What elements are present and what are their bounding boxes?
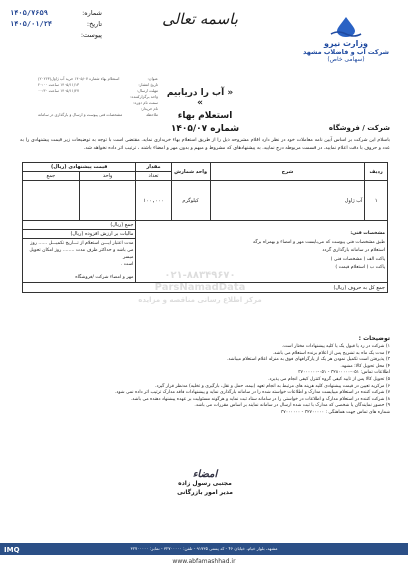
- tender-info-label: نام خریدار:: [140, 106, 158, 111]
- tender-info-label: سمت نام دوره:: [133, 100, 158, 105]
- col-row-header: ردیف: [365, 163, 388, 181]
- validity-line: است .: [120, 262, 134, 267]
- bismillah-heading: باسمه تعالی: [162, 10, 238, 28]
- watermark-phone: ۰۲۱-۸۸۳۴۹۶۷۰: [164, 270, 236, 281]
- letter-date-value: ۱۴۰۵/۰۱/۲۴: [10, 20, 53, 28]
- title-line-1: استعلام بهاء: [177, 111, 233, 121]
- spec-line: پاکت ب ( استعلام قیمت ): [335, 265, 385, 271]
- note-item: ۷) شرکت کننده در استعلام میبایست مدارک و اطلاعات خواسته شده را در سامانه بارگذاری نماید و پیشنهادات فاقد مدارک ترتیب اثر داده نمی شود.: [115, 390, 390, 396]
- footer-address: مشهد، بلوار خیام، خیابان ۴۶ - کد پستی ۹۱۷۳۵ - تلفن: ۳۲۷۰۰۰۰۰ - نمابر: ۳۲۷۰۰۰۰۰: [130, 546, 278, 551]
- watermark: [110, 270, 290, 306]
- ministry-name: وزارت نیرو: [324, 39, 368, 48]
- tender-info-block: [38, 76, 158, 118]
- tender-info-label: مهلت ارسال:: [136, 88, 158, 93]
- tender-info-label: تاریخ انتشار:: [138, 82, 158, 87]
- letter-number-label: شماره:: [82, 9, 102, 17]
- footer-website[interactable]: www.abfamashhad.ir: [172, 558, 236, 565]
- tender-info-value: ۱۴۰۵/۱۱/۲۷ ساعت ۰۰:۳۰: [38, 88, 80, 93]
- letter-attachment-label: پیوست:: [80, 31, 102, 39]
- imq-badge: IMQ: [4, 546, 20, 554]
- tender-info-label: واحد برگزارکننده:: [130, 94, 158, 99]
- validity-line: مدت اعتبار ایـــن استعلام از تـــاریخ تکمیـــل ...... روز: [30, 241, 134, 246]
- letter-date-label: تاریخ:: [86, 20, 102, 28]
- grand-total-label[interactable]: جمع کل به حروف (ریال): [23, 283, 388, 293]
- validity-line: می باشد و حداکثر ظرف مدت ........ روز امکان تحویل میسر: [29, 248, 134, 260]
- col-qty-header: مقدار: [136, 163, 171, 172]
- table-row: [23, 181, 388, 221]
- notes-list: [20, 344, 390, 417]
- letter-number-row: [10, 8, 102, 19]
- tender-info-label: ملاحظه: [146, 112, 158, 117]
- letter-attachment-row: [10, 30, 102, 41]
- company-logo: [296, 16, 396, 72]
- company-subtitle: (سهامی خاص): [327, 56, 365, 63]
- row-number: ۱: [365, 181, 388, 221]
- recipient-label: شرکت / فروشگاه: [328, 124, 390, 132]
- col-price-group-header: قیمت پیشنهادی (ریال): [23, 163, 136, 172]
- sum-label[interactable]: جمع (ریال): [23, 221, 136, 230]
- row-desc: آب ژاول: [210, 181, 365, 221]
- signature-mark: امضاء: [192, 469, 218, 480]
- spec-line: استعلام در سامانه بارگذاری گردد: [322, 248, 385, 254]
- spec-line: پاکت الف ( مشخصات فنی ): [330, 256, 385, 262]
- note-item: ۹) حضور نمایندگان یا شخصی که مدارک با ثبت شده ارسال در سامانه نمایند بر اساس مقررات می باشد.: [194, 403, 390, 409]
- watermark-brand: ParsNamadData: [154, 282, 246, 293]
- tender-info-row: [38, 112, 158, 118]
- note-item: ۵) تحویل کالا پس از تایید کیفی گروه کنترل کیفی انجام می پذیرد.: [268, 376, 390, 382]
- seal-label: مهر و امضاء شرکت /فروشگاه: [75, 275, 134, 280]
- tender-info-value: استعلام بهاء شماره ۱۴۰۵/۰۷ خرید آب ژاول(۲۰۲۶۳): [38, 76, 120, 81]
- col-total-header: جمع: [23, 172, 80, 181]
- spec-line: طبق مشخصات فنی پیوست که می‌بایست مهر و امضاء و بهمراه برگه: [252, 239, 385, 245]
- title-line-2: شماره ۱۴۰۵/۰۷: [170, 124, 240, 134]
- signature-block: [150, 470, 260, 497]
- tender-info-label: عنوان:: [147, 76, 158, 81]
- row-total[interactable]: [23, 181, 80, 221]
- note-item: ۱) شرکت در رد یا قبول یک یا کلیه پیشنهادات مختار است.: [281, 344, 390, 349]
- tender-info-value: مشخصات فنی پیوست و ارسال و بارگذاری در سامانه: [38, 112, 123, 117]
- col-count-header: تعداد: [136, 172, 171, 181]
- letter-date-row: [10, 19, 102, 30]
- note-item: ۸) شرکت کننده در استعلام مدارک و اطلاعات در خواستی را در سامانه ستاد ثبت نماید و هرگونه مسئولیت بر عهده پیشنهاد دهنده می باشد.: [130, 396, 390, 402]
- slogan: « آب را دریابیم »: [166, 88, 234, 108]
- spec-title: مشخصات فنی:: [350, 231, 385, 237]
- spec-list: [138, 230, 385, 273]
- footer-bar: [0, 543, 408, 555]
- letter-number-value: ۱۴۰۵/۷۶۵۹: [10, 9, 48, 17]
- tender-info-value: ۱۴۰۵/۱۱/۱۳ ساعت ۲۰:۰۰: [38, 82, 80, 87]
- row-unit: کیلوگرم: [171, 181, 210, 221]
- note-item: ۶) مرکزیه تعیین در قیمت پیشنهادی کلیه هزینه های مرتبط به انجام تعهد (بیمه، حمل و نقل، بارگیری و تخلیه) مدنظر قرار گیرد.: [155, 383, 390, 389]
- watermark-caption: مرکز اطلاع رسانی مناقصه و مزایده: [138, 296, 262, 304]
- note-item: ۲) مدت یک ماه به تشریح پس از اعلام برنده استعلام می باشد.: [272, 350, 390, 356]
- table-header-row: [23, 163, 388, 172]
- col-price-unit-header: واحد: [79, 172, 136, 181]
- note-item: ۴) محل تحویل کالا: مشهد.: [340, 363, 390, 369]
- letter-meta: [10, 8, 102, 41]
- document-title: [150, 110, 260, 136]
- sum-row: [23, 221, 388, 230]
- vat-label[interactable]: مالیات بر ارزش افزوده (ریال): [23, 230, 136, 239]
- col-desc-header: شرح: [210, 163, 365, 181]
- note-item: ۳) پذیرفتن است تکمیل نمودن هر یک از پارگرافهای فوق به منزله اعلام استعلام میباشد.: [226, 357, 390, 363]
- row-qty: ۱۰۰,۰۰۰: [136, 181, 171, 221]
- signer-position: مدیر امور بازرگانی: [177, 489, 233, 496]
- note-item: اطلاعات تماس: ۰۵۱-۳۲۸۰۰۰۰۰ - ۰۵۱-۳۷۰۰۰۰۰۰: [298, 370, 390, 376]
- company-name: شرکت آب و فاضلاب مشهد: [302, 48, 390, 56]
- col-unit-header: واحد شمارش: [171, 163, 210, 181]
- signer-name: مجتبی رسول زاده: [178, 480, 232, 487]
- intro-paragraph: باسلام این شرکت بر اساس آیین نامه معاملات خود در نظر دارد اقلام مشروحه ذیل را از طریق استعلام بهاء خریداری نماید. مقتضی است با توجه به توضیحات زیر قیمت پیشنهادی را به عدد و حروف با دقت اعلام نمایید. در قسمت مربوطه درج نمایید. به پیشنهادهای که مشروط و مبهم و بدون مهر و امضاء باشند ، ترتیب اثر داده نخواهد شد.: [20, 138, 390, 151]
- row-price[interactable]: [79, 181, 136, 221]
- notes-title: توضیحات :: [358, 335, 390, 342]
- note-item: شماره های تماس جهت هماهنگی : ۳۲۷۰۰۰۰۰ - ۳۷۰۰۰۰۰۰: [280, 409, 390, 415]
- water-drop-logo-icon: [329, 16, 363, 38]
